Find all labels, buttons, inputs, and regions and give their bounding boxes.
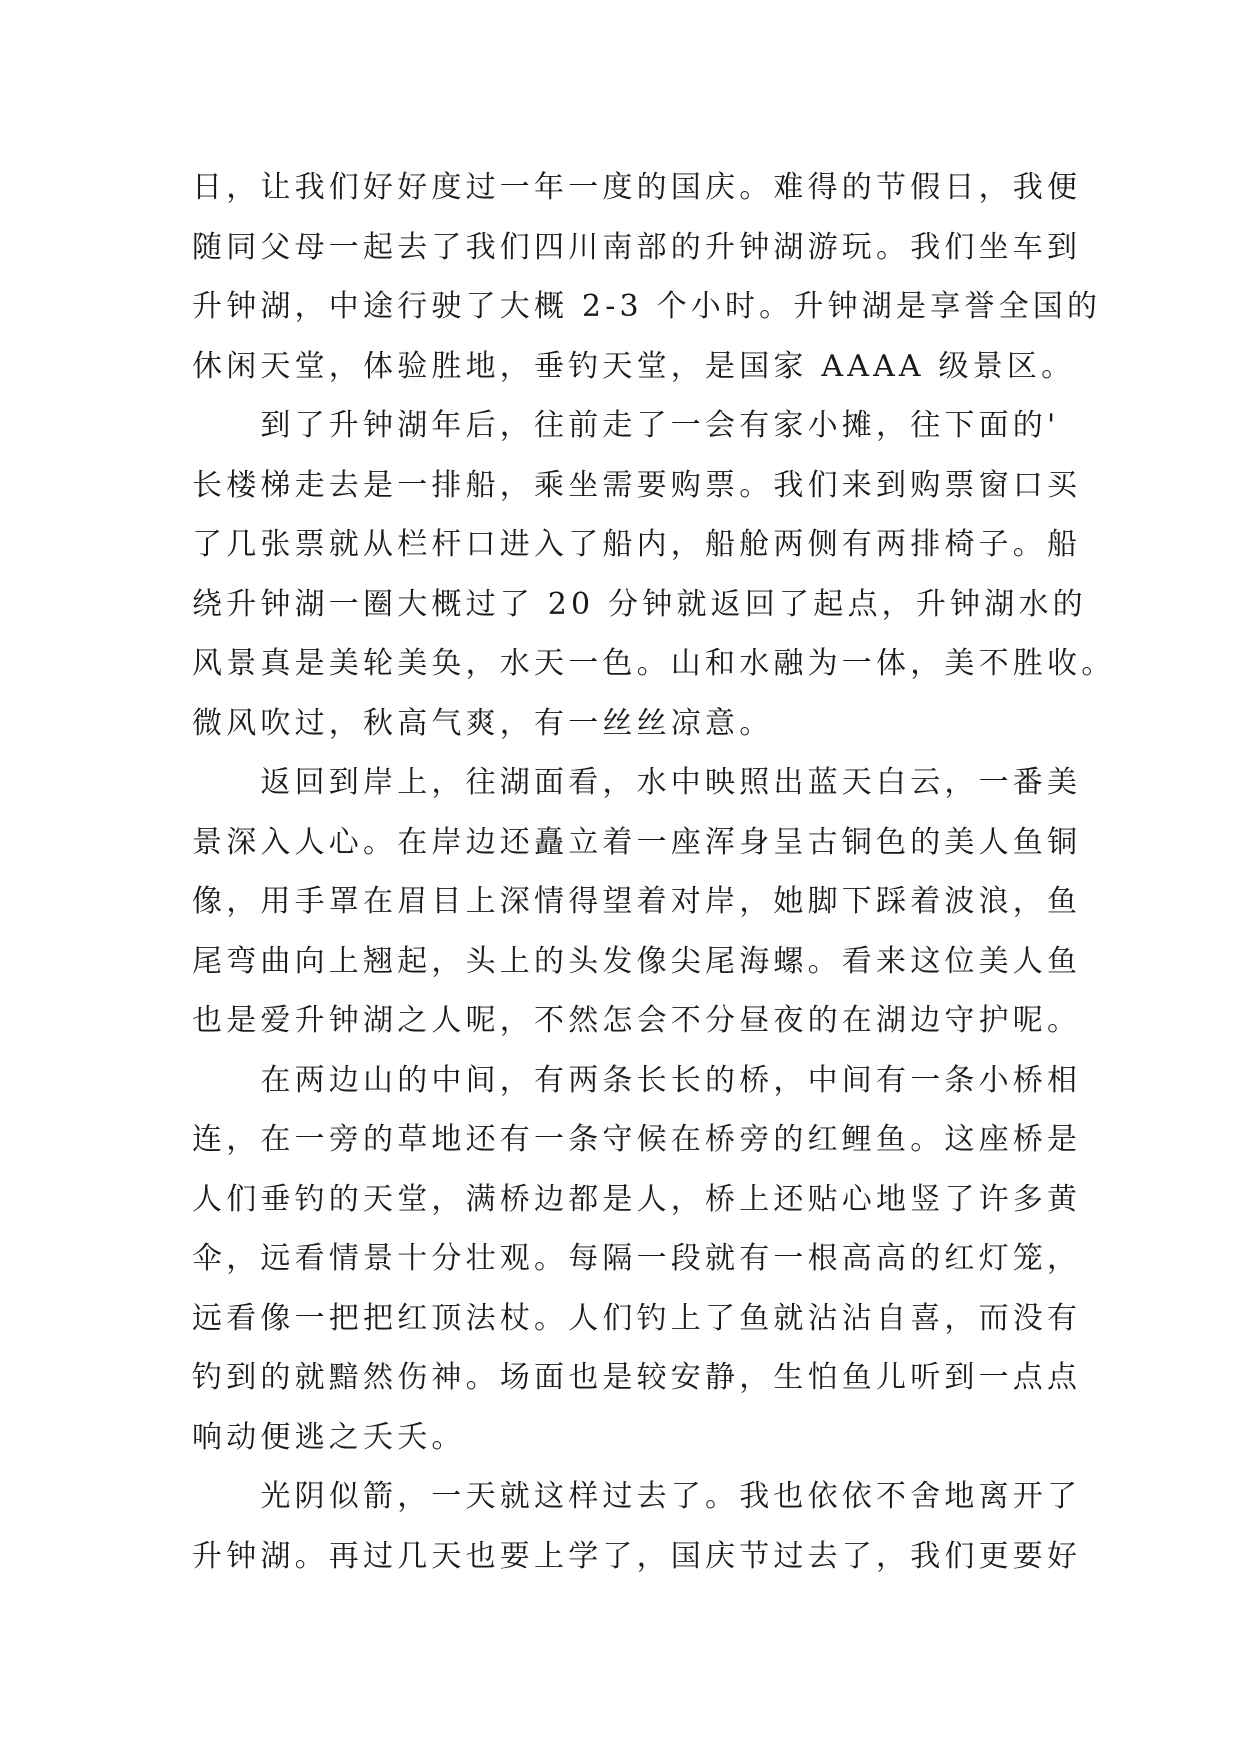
- text-line-1: 日，让我们好好度过一年一度的国庆。难得的节假日，我便: [192, 170, 1082, 205]
- text-line-17: 连，在一旁的草地还有一条守候在桥旁的红鲤鱼。这座桥是: [192, 1122, 1082, 1157]
- text-line-22: 响动便逃之夭夭。: [192, 1419, 466, 1455]
- text-line-8: 绕升钟湖一圈大概过了 20 分钟就返回了起点，升钟湖水的: [192, 586, 1087, 622]
- text-line-9: 风景真是美轮美奂，水天一色。山和水融为一体，美不胜收。: [192, 646, 1116, 681]
- text-line-21: 钓到的就黯然伤神。场面也是较安静，生怕鱼儿听到一点点: [192, 1360, 1082, 1395]
- text-line-15: 也是爱升钟湖之人呢，不然怎会不分昼夜的在湖边守护呢。: [192, 1003, 1082, 1038]
- text-line-19: 伞，远看情景十分壮观。每隔一段就有一根高高的红灯笼，: [192, 1241, 1082, 1276]
- text-line-6: 长楼梯走去是一排船，乘坐需要购票。我们来到购票窗口买: [192, 467, 1082, 503]
- text-line-2: 随同父母一起去了我们四川南部的升钟湖游玩。我们坐车到: [192, 229, 1082, 265]
- text-line-7: 了几张票就从栏杆口进入了船内，船舱两侧有两排椅子。船: [192, 527, 1082, 562]
- text-line-10: 微风吹过，秋高气爽，有一丝丝凉意。: [192, 705, 774, 741]
- text-line-5: 到了升钟湖年后，往前走了一会有家小摊，往下面的': [192, 408, 1060, 443]
- text-line-14: 尾弯曲向上翘起，头上的头发像尖尾海螺。看来这位美人鱼: [192, 943, 1082, 979]
- text-line-20: 远看像一把把红顶法杖。人们钓上了鱼就沾沾自喜，而没有: [192, 1300, 1082, 1336]
- text-line-23: 光阴似箭，一天就这样过去了。我也依依不舍地离开了: [192, 1479, 1082, 1514]
- text-line-11: 返回到岸上，往湖面看，水中映照出蓝天白云，一番美: [192, 765, 1082, 800]
- text-line-16: 在两边山的中间，有两条长长的桥，中间有一条小桥相: [192, 1062, 1082, 1098]
- text-line-12: 景深入人心。在岸边还矗立着一座浑身呈古铜色的美人鱼铜: [192, 824, 1082, 860]
- essay-body: [192, 158, 1116, 1586]
- text-line-13: 像，用手罩在眉目上深情得望着对岸，她脚下踩着波浪，鱼: [192, 884, 1082, 919]
- text-line-24: 升钟湖。再过几天也要上学了，国庆节过去了，我们更要好: [192, 1538, 1082, 1574]
- text-line-4: 休闲天堂，体验胜地，垂钓天堂，是国家 AAAA 级景区。: [192, 348, 1076, 384]
- text-line-3: 升钟湖，中途行驶了大概 2-3 个小时。升钟湖是享誉全国的: [192, 289, 1102, 324]
- text-line-18: 人们垂钓的天堂，满桥边都是人，桥上还贴心地竖了许多黄: [192, 1181, 1082, 1217]
